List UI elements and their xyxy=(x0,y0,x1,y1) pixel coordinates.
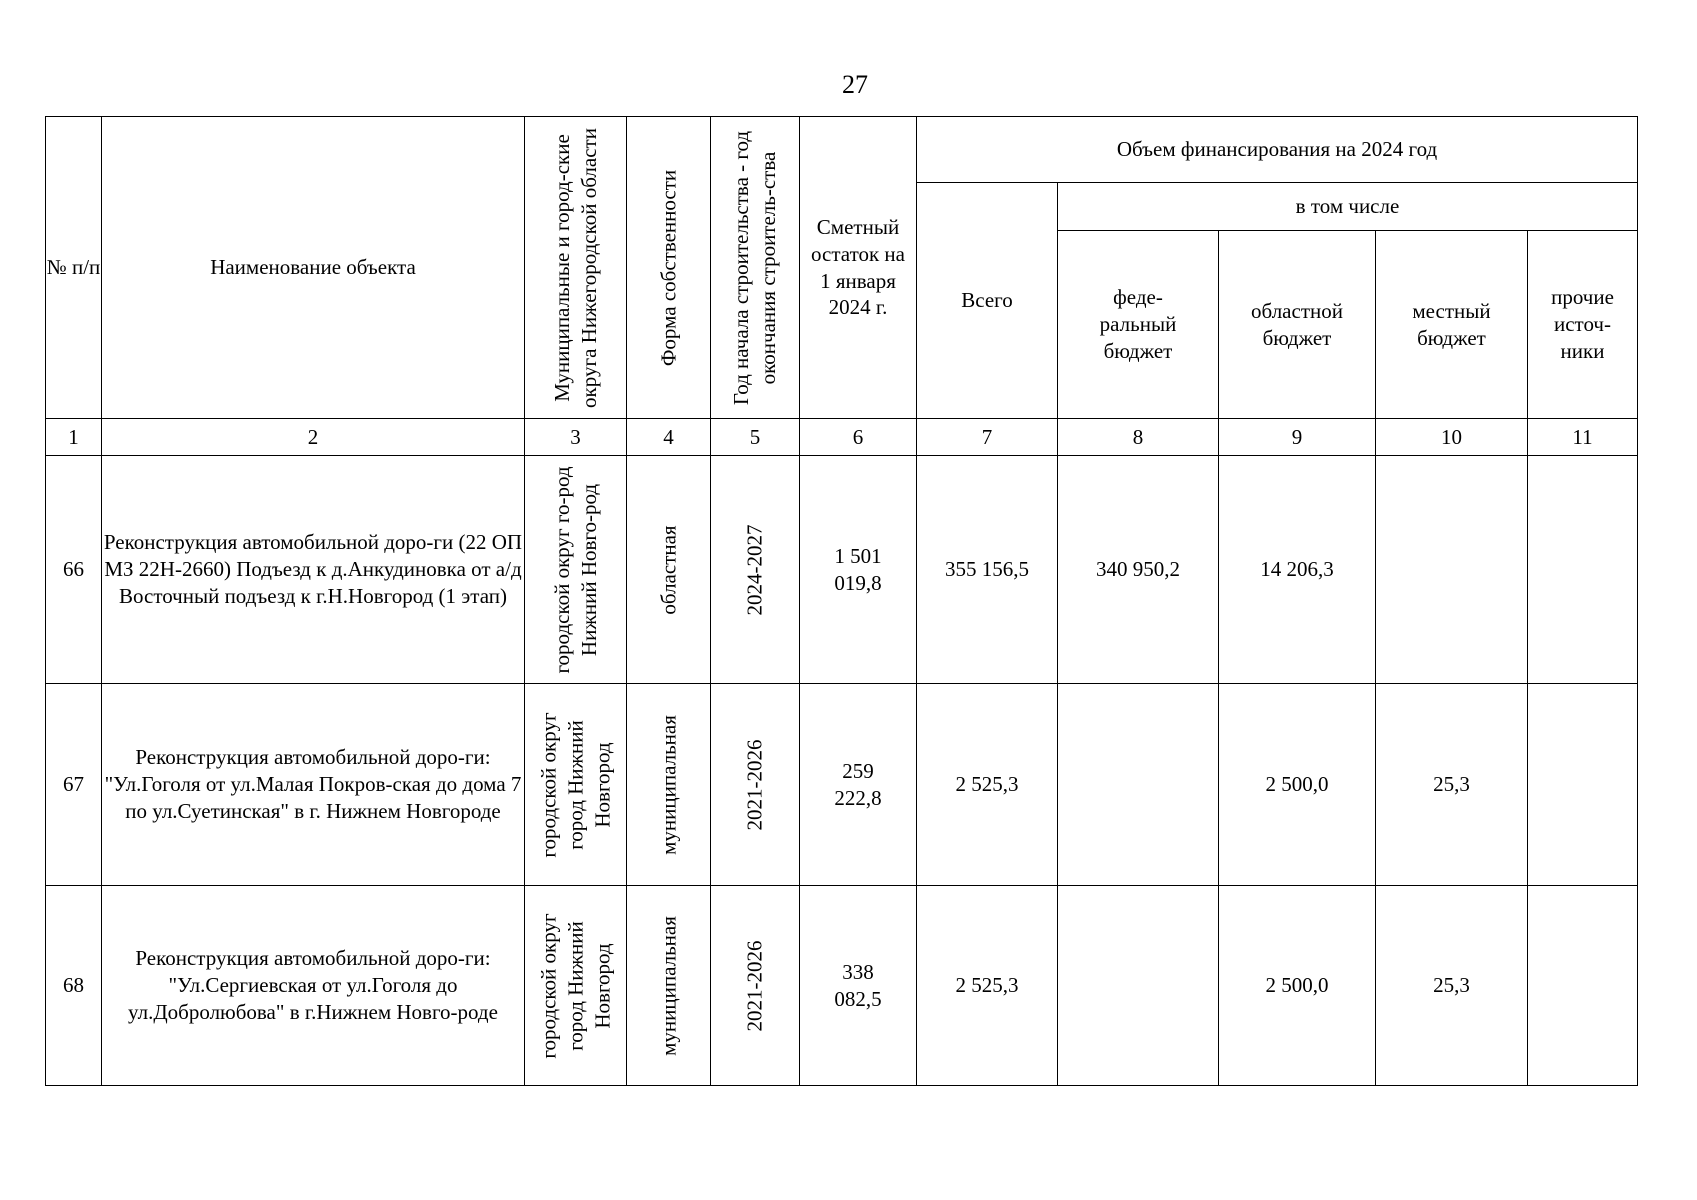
municipality-text: городской округ го-род Нижний Новго-род xyxy=(549,465,601,674)
other-value xyxy=(1528,684,1638,886)
column-number: 5 xyxy=(711,419,800,456)
header-local: местный бюджет xyxy=(1376,231,1528,419)
financing-table xyxy=(45,116,1638,1086)
header-object-name: Наименование объекта xyxy=(102,117,525,419)
header-federal: феде-ральный бюджет xyxy=(1058,231,1219,419)
column-number: 3 xyxy=(525,419,627,456)
local-value: 25,3 xyxy=(1376,886,1528,1086)
header-municipality-text: Муниципальные и город-ские округа Нижегородской области xyxy=(549,127,601,408)
years-cell xyxy=(711,684,800,886)
column-number: 9 xyxy=(1219,419,1376,456)
column-number: 4 xyxy=(627,419,711,456)
years-text: 2021-2026 xyxy=(742,739,767,830)
ownership-cell xyxy=(627,886,711,1086)
header-including: в том числе xyxy=(1058,183,1638,231)
ownership-text: муниципальная xyxy=(656,915,681,1056)
column-number: 10 xyxy=(1376,419,1528,456)
years-text: 2021-2026 xyxy=(742,940,767,1031)
total-value: 2 525,3 xyxy=(917,684,1058,886)
object-name: Реконструкция автомобильной доро-ги (22 ОП МЗ 22Н-2660) Подъезд к д.Анкудиновка от а/д Восточный подъезд к г.Н.Новгород (1 этап) xyxy=(102,456,525,684)
other-value xyxy=(1528,886,1638,1086)
header-financing-group: Объем финансирования на 2024 год xyxy=(917,117,1638,183)
municipality-text: городской округ город Нижний Новгород xyxy=(536,711,614,858)
ownership-cell xyxy=(627,684,711,886)
ownership-text: областная xyxy=(656,524,681,615)
municipality-cell xyxy=(525,684,627,886)
ownership-cell xyxy=(627,456,711,684)
object-name: Реконструкция автомобильной доро-ги: "Ул.Гоголя от ул.Малая Покров-ская до дома 7 по ул.Суетинская" в г. Нижнем Новгороде xyxy=(102,684,525,886)
regional-value: 14 206,3 xyxy=(1219,456,1376,684)
balance-value: 259 222,8 xyxy=(800,684,917,886)
column-number: 11 xyxy=(1528,419,1638,456)
federal-value xyxy=(1058,886,1219,1086)
years-text: 2024-2027 xyxy=(742,524,767,615)
column-number: 2 xyxy=(102,419,525,456)
header-balance: Сметный остаток на 1 января 2024 г. xyxy=(800,117,917,419)
regional-value: 2 500,0 xyxy=(1219,684,1376,886)
ownership-text: муниципальная xyxy=(656,714,681,855)
header-other: прочие источ-ники xyxy=(1528,231,1638,419)
municipality-cell xyxy=(525,886,627,1086)
federal-value: 340 950,2 xyxy=(1058,456,1219,684)
header-number: № п/п xyxy=(46,117,102,419)
column-number: 6 xyxy=(800,419,917,456)
header-municipality xyxy=(525,117,627,419)
table-row xyxy=(46,456,1638,684)
column-number: 8 xyxy=(1058,419,1219,456)
years-cell xyxy=(711,886,800,1086)
federal-value xyxy=(1058,684,1219,886)
regional-value: 2 500,0 xyxy=(1219,886,1376,1086)
other-value xyxy=(1528,456,1638,684)
page-number: 27 xyxy=(842,70,868,99)
municipality-text: городской округ город Нижний Новгород xyxy=(536,912,614,1059)
header-years xyxy=(711,117,800,419)
header-years-text: Год начала строительства - год окончания строитель-ства xyxy=(729,130,780,405)
column-number: 7 xyxy=(917,419,1058,456)
total-value: 355 156,5 xyxy=(917,456,1058,684)
balance-value: 338 082,5 xyxy=(800,886,917,1086)
header-ownership xyxy=(627,117,711,419)
table-row xyxy=(46,886,1638,1086)
years-cell xyxy=(711,456,800,684)
row-number: 66 xyxy=(46,456,102,684)
header-total: Всего xyxy=(917,183,1058,419)
local-value xyxy=(1376,456,1528,684)
municipality-cell xyxy=(525,456,627,684)
row-number: 68 xyxy=(46,886,102,1086)
column-number: 1 xyxy=(46,419,102,456)
balance-value: 1 501 019,8 xyxy=(800,456,917,684)
object-name: Реконструкция автомобильной доро-ги: "Ул.Сергиевская от ул.Гоголя до ул.Добролюбова" в г.Нижнем Новго-роде xyxy=(102,886,525,1086)
total-value: 2 525,3 xyxy=(917,886,1058,1086)
row-number: 67 xyxy=(46,684,102,886)
table-row xyxy=(46,684,1638,886)
header-ownership-text: Форма собственности xyxy=(656,169,681,366)
local-value: 25,3 xyxy=(1376,684,1528,886)
header-regional: областной бюджет xyxy=(1219,231,1376,419)
